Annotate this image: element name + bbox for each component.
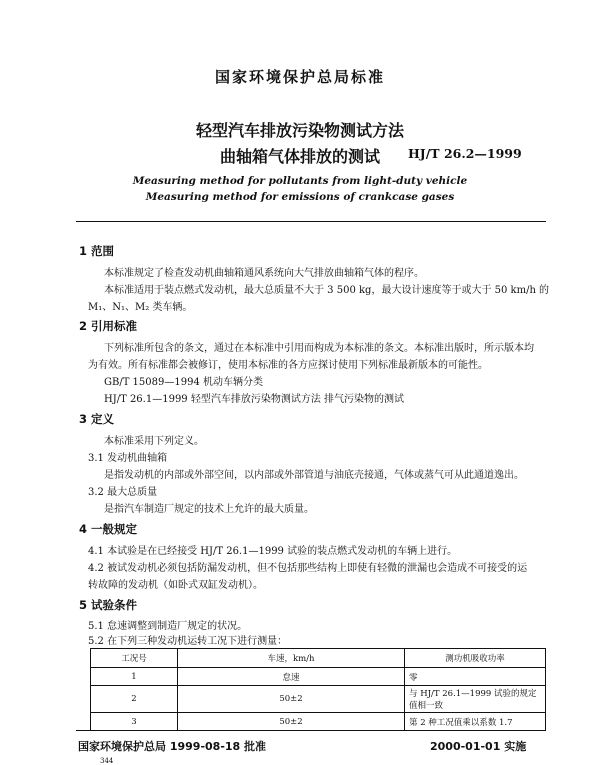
section-5-heading: 5 试验条件 [79, 598, 138, 612]
english-title-2: Measuring method for emissions of crankcase gases [145, 191, 455, 203]
cell-power: 第 2 种工况值乘以系数 1.7 [405, 713, 546, 731]
implementation-date: 2000-01-01 实施 [430, 740, 527, 753]
header-rule [76, 221, 546, 222]
table-row [91, 686, 546, 713]
table-header-row [91, 649, 546, 668]
title-line-2: 曲轴箱气体排放的测试 [219, 147, 380, 166]
cell-speed: 50±2 [178, 713, 405, 731]
section-2-heading: 2 引用标准 [79, 319, 138, 333]
title-line-1: 轻型汽车排放污染物测试方法 [195, 121, 404, 140]
section-2-para-1: 下列标准所包含的条文，通过在本标准中引用而构成为本标准的条文。本标准出版时，所示版本均 [104, 343, 534, 354]
cell-speed: 50±2 [178, 686, 405, 713]
definition-3-2-title: 3.2 最大总质量 [88, 487, 158, 498]
clause-4-2-cont: 转故障的发动机（如卧式双缸发动机）。 [88, 580, 263, 591]
clause-4-2: 4.2 被试发动机必须包括防漏发动机，但不包括那些结构上即使有轻微的泄漏也会造成不可接受的运 [88, 563, 528, 574]
col-header-speed: 车速，km/h [178, 649, 405, 668]
cell-condition: 3 [91, 713, 178, 731]
cell-condition: 1 [91, 668, 178, 686]
footer-rule [76, 730, 546, 731]
operating-conditions-table [90, 648, 546, 731]
section-2-para-1-cont: 为有效。所有标准都会被修订，使用本标准的各方应探讨使用下列标准最新版本的可能性。 [88, 360, 488, 371]
reference-2: HJ/T 26.1—1999 轻型汽车排放污染物测试方法 排气污染物的测试 [104, 394, 405, 405]
cell-condition: 2 [91, 686, 178, 713]
approval-date: 国家环境保护总局 1999-08-18 批准 [78, 740, 267, 753]
clause-5-2: 5.2 在下列三种发动机运转工况下进行测量： [88, 636, 288, 647]
section-4-heading: 4 一般规定 [79, 522, 138, 536]
clause-4-1: 4.1 本试验是在已经接受 HJ/T 26.1—1999 试验的装点燃式发动机的车辆上进行。 [88, 546, 458, 557]
section-1-heading: 1 范围 [79, 244, 115, 258]
section-1-para-2: 本标准适用于装点燃式发动机，最大总质量不大于 3 500 kg，最大设计速度等于或大于 50 km/h 的 [104, 285, 550, 296]
definition-3-2-text: 是指汽车制造厂规定的技术上允许的最大质量。 [104, 504, 314, 515]
table-row [91, 668, 546, 686]
section-3-para-1: 本标准采用下列定义。 [104, 436, 204, 447]
col-header-power: 测功机吸收功率 [405, 649, 546, 668]
page-number: 344 [100, 757, 114, 765]
cell-speed: 怠速 [178, 668, 405, 686]
col-header-condition: 工况号 [91, 649, 178, 668]
section-3-heading: 3 定义 [79, 412, 115, 426]
table-row [91, 713, 546, 731]
standard-code: HJ/T 26.2—1999 [408, 146, 522, 161]
cell-power: 与 HJ/T 26.1—1999 试验的规定值相一致 [405, 686, 546, 713]
english-title-1: Measuring method for pollutants from light-duty vehicle [132, 175, 468, 187]
definition-3-1-title: 3.1 发动机曲轴箱 [88, 453, 168, 464]
reference-1: GB/T 15089—1994 机动车辆分类 [104, 377, 263, 388]
cell-power: 零 [405, 668, 546, 686]
definition-3-1-text: 是指发动机的内部或外部空间，以内部或外部管道与油底壳接通，气体或蒸气可从此通道逸出。 [104, 470, 524, 481]
issuing-agency: 国家环境保护总局标准 [214, 68, 385, 86]
clause-5-1: 5.1 怠速调整到制造厂规定的状况。 [88, 621, 248, 632]
section-1-para-1: 本标准规定了检查发动机曲轴箱通风系统向大气排放曲轴箱气体的程序。 [104, 268, 424, 279]
section-1-para-2-cont: M₁、N₁、M₂ 类车辆。 [88, 302, 193, 313]
